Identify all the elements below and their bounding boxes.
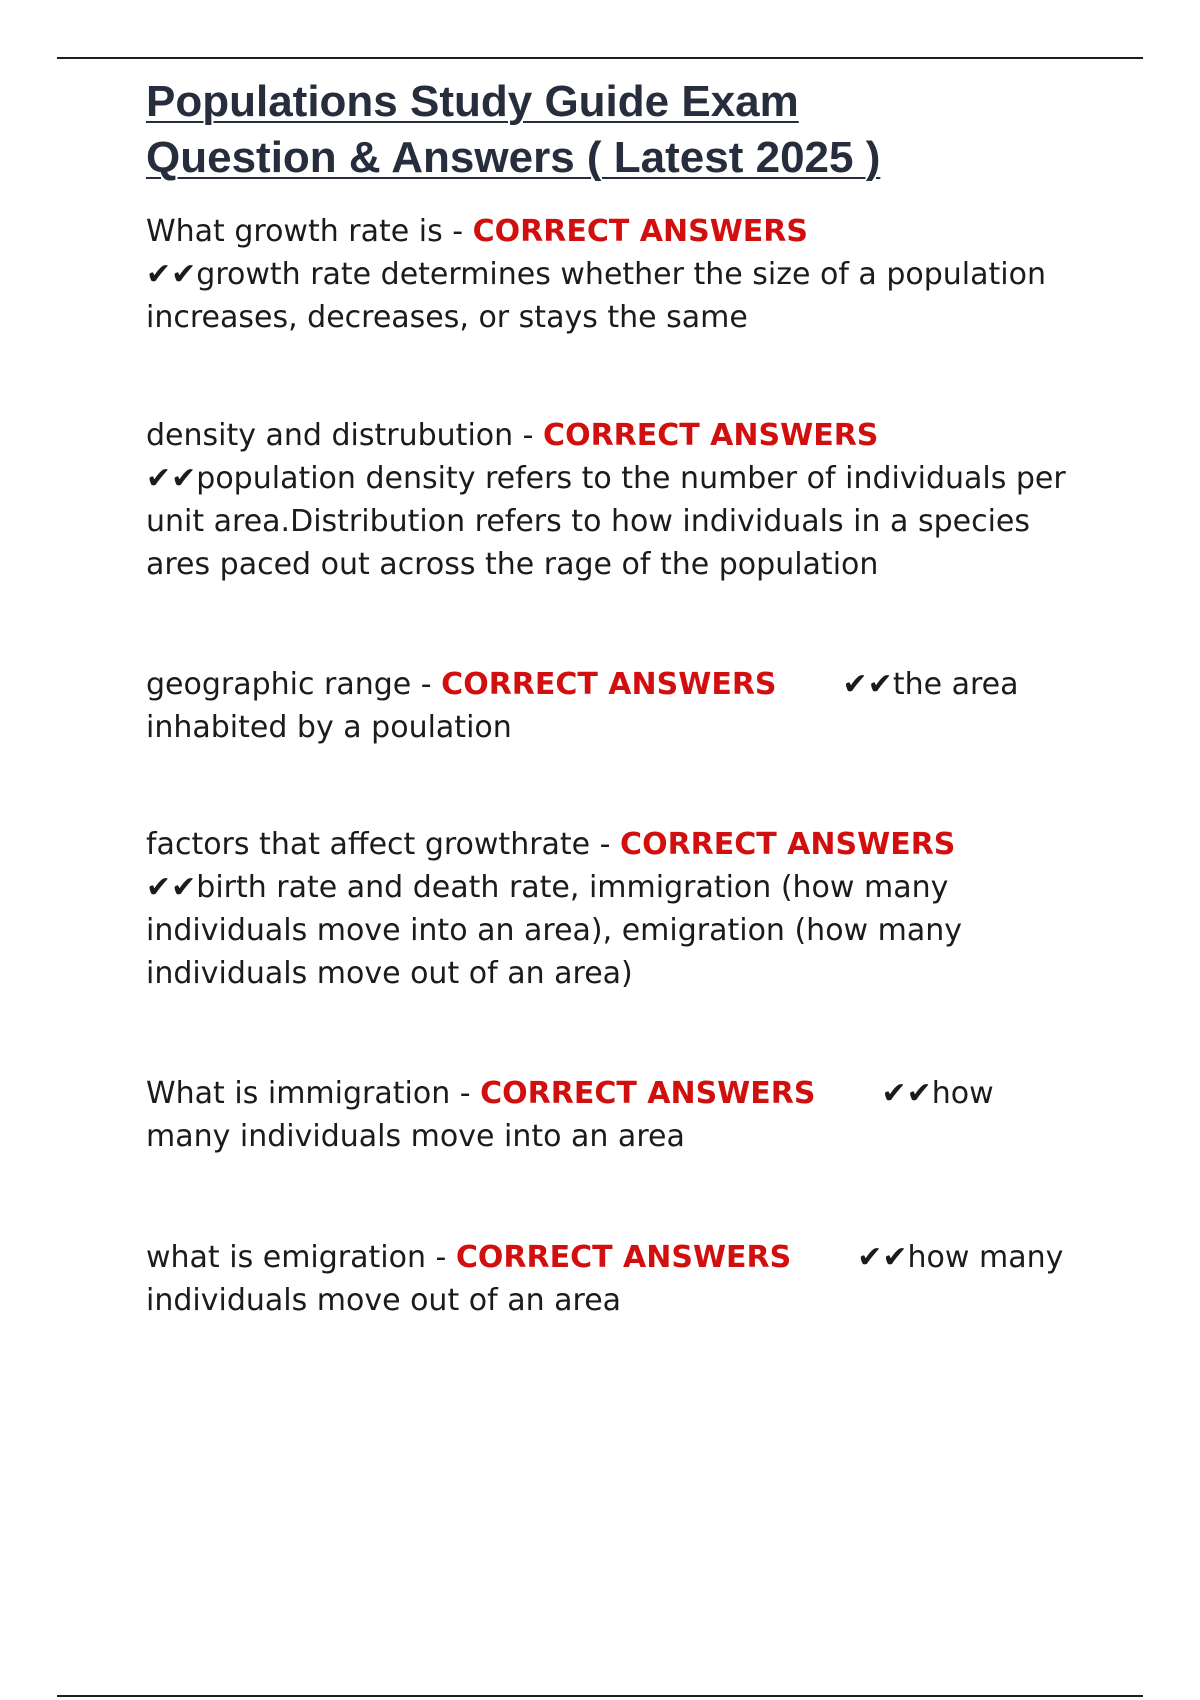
correct-answers-marker: CORRECT ANSWERS <box>480 1076 816 1111</box>
question-text: density and distrubution - <box>146 418 544 453</box>
qa-item <box>146 823 1086 995</box>
question-text: geographic range - <box>146 667 442 702</box>
question-text: what is emigration - <box>146 1240 456 1275</box>
answer-text: ✔✔growth rate determines whether the size of a population increases, decreases, or stays the same <box>146 257 1046 335</box>
title-line-1: Populations Study Guide Exam <box>146 77 799 126</box>
correct-answers-marker: CORRECT ANSWERS <box>543 418 879 453</box>
correct-answers-marker: CORRECT ANSWERS <box>455 1240 792 1275</box>
qa-item <box>146 1236 1086 1322</box>
qa-item <box>146 210 1086 339</box>
answer-text: ✔✔population density refers to the number of individuals per unit area.Distribution refers to how individuals in a species ares paced out across the rage of the population <box>146 461 1066 582</box>
correct-answers-marker: CORRECT ANSWERS <box>620 827 956 862</box>
title-line-2: Question & Answers ( Latest 2025 ) <box>146 133 881 182</box>
qa-item <box>146 663 1086 749</box>
answer-text: ✔✔the area inhabited by a poulation <box>146 667 1019 745</box>
top-rule <box>57 57 1143 59</box>
answer-text: ✔✔how many individuals move into an area <box>146 1076 994 1154</box>
page-title <box>146 74 1126 186</box>
question-text: What growth rate is - <box>146 214 473 249</box>
answer-text: ✔✔how many individuals move out of an area <box>146 1240 1064 1318</box>
qa-item <box>146 414 1086 586</box>
correct-answers-marker: CORRECT ANSWERS <box>472 214 808 249</box>
question-text: What is immigration - <box>146 1076 481 1111</box>
correct-answers-marker: CORRECT ANSWERS <box>441 667 777 702</box>
question-text: factors that affect growthrate - <box>146 827 621 862</box>
bottom-rule <box>57 1695 1143 1697</box>
qa-item <box>146 1072 1086 1158</box>
answer-text: ✔✔birth rate and death rate, immigration (how many individuals move into an area), emigration (how many individuals move out of an area) <box>146 870 962 991</box>
